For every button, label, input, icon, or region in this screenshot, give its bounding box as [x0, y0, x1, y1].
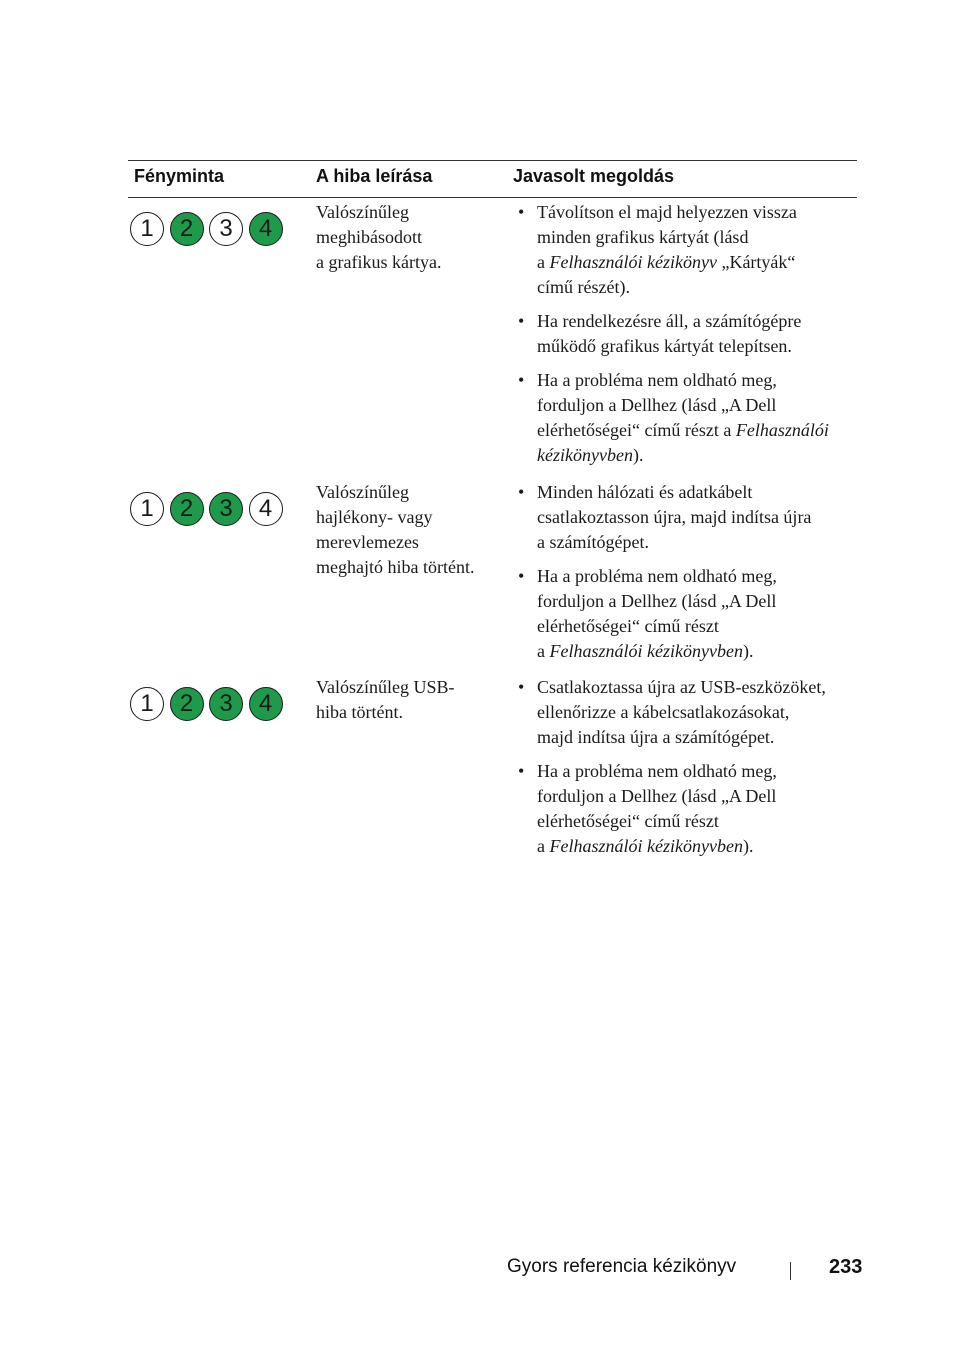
text-segment: majd indítsa újra a számítógépet. — [537, 727, 775, 747]
bullet-icon: • — [518, 202, 525, 222]
text-segment: Távolítson el majd helyezzen vissza — [537, 202, 797, 222]
text-segment: a számítógépet. — [537, 532, 649, 552]
text-segment: csatlakoztasson újra, majd indítsa újra — [537, 507, 812, 527]
solution-bullet-item — [516, 564, 856, 664]
solution-line — [537, 834, 856, 859]
solution-line — [537, 250, 856, 275]
solution-bullet-item — [516, 368, 856, 468]
text-segment: Minden hálózati és adatkábelt — [537, 482, 753, 502]
solution-line — [537, 505, 856, 530]
solution-line — [537, 393, 856, 418]
text-segment: ). — [632, 445, 644, 465]
solution-bullet-item — [516, 309, 856, 359]
solution-line — [537, 480, 856, 505]
text-segment: ). — [742, 836, 754, 856]
suggested-resolution — [516, 200, 856, 477]
table-header-rule — [128, 197, 857, 198]
solution-line — [537, 589, 856, 614]
table-top-rule — [128, 160, 857, 161]
diagnostic-light-1-off: 1 — [130, 492, 164, 526]
diagnostic-light-1-off: 1 — [130, 212, 164, 246]
solution-line — [537, 725, 856, 750]
diagnostic-light-1-off: 1 — [130, 687, 164, 721]
text-segment: „Kártyák“ — [716, 252, 796, 272]
text-segment: Ha a probléma nem oldható meg, — [537, 566, 777, 586]
description-line: Valószínűleg — [316, 202, 409, 222]
header-problem-description: A hiba leírása — [316, 166, 433, 186]
problem-description — [316, 200, 506, 275]
text-segment: Ha rendelkezésre áll, a számítógépre — [537, 311, 802, 331]
solution-line — [537, 200, 856, 225]
text-segment: a — [537, 836, 550, 856]
solution-bullet-item — [516, 675, 856, 750]
solution-bullet-item — [516, 480, 856, 555]
solution-line — [537, 530, 856, 555]
bullet-icon: • — [518, 677, 525, 697]
header-light-pattern: Fényminta — [134, 166, 225, 186]
diagnostic-lights — [130, 687, 288, 721]
solution-line — [537, 784, 856, 809]
diagnostic-light-4-on: 4 — [249, 212, 283, 246]
description-line: hajlékony- vagy — [316, 507, 433, 527]
italic-text: Felhasználói — [735, 420, 829, 440]
bullet-icon: • — [518, 311, 525, 331]
text-segment: ). — [742, 641, 754, 661]
solution-line — [537, 614, 856, 639]
diagnostic-light-4-on: 4 — [249, 687, 283, 721]
solution-line — [537, 334, 856, 359]
solution-bullet-item — [516, 759, 856, 859]
solution-line — [537, 759, 856, 784]
text-segment: forduljon a Dellhez (lásd „A Dell — [537, 786, 777, 806]
footer-manual-title: Gyors referencia kézikönyv — [507, 1256, 737, 1277]
solution-bullet-item — [516, 200, 856, 300]
description-line: meghibásodott — [316, 227, 422, 247]
solution-line — [537, 309, 856, 334]
diagnostic-light-2-on: 2 — [170, 212, 204, 246]
italic-text: Felhasználói kézikönyvben — [549, 641, 743, 661]
diagnostic-light-2-on: 2 — [170, 492, 204, 526]
italic-text: Felhasználói kézikönyv — [549, 252, 717, 272]
suggested-resolution — [516, 480, 856, 673]
solution-line — [537, 443, 856, 468]
bullet-icon: • — [518, 370, 525, 390]
text-segment: elérhetőségei“ című részt a — [537, 420, 736, 440]
italic-text: Felhasználói kézikönyvben — [549, 836, 743, 856]
solution-line — [537, 700, 856, 725]
solution-line — [537, 275, 856, 300]
text-segment: Ha a probléma nem oldható meg, — [537, 761, 777, 781]
text-segment: működő grafikus kártyát telepítsen. — [537, 336, 792, 356]
diagnostic-light-4-off: 4 — [249, 492, 283, 526]
text-segment: a — [537, 641, 550, 661]
text-segment: Csatlakoztassa újra az USB-eszközöket, — [537, 677, 826, 697]
problem-description — [316, 480, 506, 580]
bullet-icon: • — [518, 566, 525, 586]
text-segment: forduljon a Dellhez (lásd „A Dell — [537, 591, 777, 611]
text-segment: a — [537, 252, 550, 272]
solution-line — [537, 564, 856, 589]
description-line: merevlemezes — [316, 532, 419, 552]
text-segment: című részét). — [537, 277, 630, 297]
description-line: Valószínűleg USB- — [316, 677, 455, 697]
bullet-icon: • — [518, 482, 525, 502]
problem-description — [316, 675, 506, 725]
description-line: hiba történt. — [316, 702, 403, 722]
text-segment: forduljon a Dellhez (lásd „A Dell — [537, 395, 777, 415]
header-suggested-resolution: Javasolt megoldás — [513, 166, 675, 186]
text-segment: elérhetőségei“ című részt — [537, 811, 719, 831]
diagnostic-light-3-on: 3 — [209, 492, 243, 526]
solution-line — [537, 639, 856, 664]
description-line: a grafikus kártya. — [316, 252, 442, 272]
diagnostic-light-3-on: 3 — [209, 687, 243, 721]
diagnostic-light-2-on: 2 — [170, 687, 204, 721]
text-segment: elérhetőségei“ című részt — [537, 616, 719, 636]
bullet-icon: • — [518, 761, 525, 781]
solution-line — [537, 809, 856, 834]
text-segment: minden grafikus kártyát (lásd — [537, 227, 749, 247]
diagnostic-light-3-off: 3 — [209, 212, 243, 246]
solution-line — [537, 418, 856, 443]
footer-separator — [790, 1262, 791, 1280]
page-number: 233 — [829, 1256, 863, 1278]
description-line: Valószínűleg — [316, 482, 409, 502]
description-line: meghajtó hiba történt. — [316, 557, 475, 577]
solution-line — [537, 368, 856, 393]
diagnostic-lights — [130, 212, 288, 246]
solution-line — [537, 675, 856, 700]
italic-text: kézikönyvben — [537, 445, 633, 465]
suggested-resolution — [516, 675, 856, 868]
solution-line — [537, 225, 856, 250]
text-segment: Ha a probléma nem oldható meg, — [537, 370, 777, 390]
diagnostic-lights — [130, 492, 288, 526]
text-segment: ellenőrizze a kábelcsatlakozásokat, — [537, 702, 790, 722]
